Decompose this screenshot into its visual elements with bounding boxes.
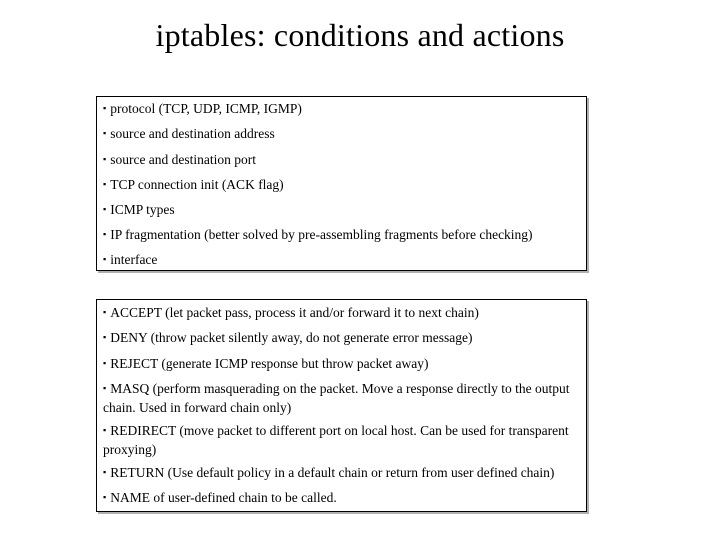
bullet-icon: ▪ [103, 128, 107, 138]
condition-item-interface: ▪ interface [103, 252, 158, 267]
condition-item-protocol: ▪ protocol (TCP, UDP, ICMP, IGMP) [103, 101, 302, 116]
bullet-icon: ▪ [103, 358, 107, 368]
action-item-redirect: ▪ REDIRECT (move packet to different port on local host. Can be used for transparent proxying) [103, 423, 569, 457]
action-item-accept: ▪ ACCEPT (let packet pass, process it and/or forward it to next chain) [103, 305, 479, 320]
action-item-return: ▪ RETURN (Use default policy in a default chain or return from user defined chain) [103, 465, 555, 480]
bullet-icon: ▪ [103, 307, 107, 317]
bullet-icon: ▪ [103, 467, 107, 477]
bullet-icon: ▪ [103, 229, 107, 239]
action-item-deny: ▪ DENY (throw packet silently away, do not generate error message) [103, 330, 473, 345]
condition-item-address: ▪ source and destination address [103, 126, 275, 141]
slide-title: iptables: conditions and actions [155, 17, 565, 53]
bullet-icon: ▪ [103, 425, 107, 435]
bullet-icon: ▪ [103, 154, 107, 164]
condition-item-tcp-init: ▪ TCP connection init (ACK flag) [103, 177, 284, 192]
bullet-icon: ▪ [103, 254, 107, 264]
condition-item-port: ▪ source and destination port [103, 152, 257, 167]
action-item-reject: ▪ REJECT (generate ICMP response but throw packet away) [103, 356, 429, 371]
action-item-name: ▪ NAME of user-defined chain to be called. [103, 490, 337, 505]
actions-box [96, 299, 587, 512]
bullet-icon: ▪ [103, 332, 107, 342]
condition-item-fragmentation: ▪ IP fragmentation (better solved by pre-assembling fragments before checking) [103, 227, 533, 242]
bullet-icon: ▪ [103, 383, 107, 393]
condition-item-icmp-types: ▪ ICMP types [103, 202, 175, 217]
conditions-box [96, 96, 587, 271]
bullet-icon: ▪ [103, 179, 107, 189]
bullet-icon: ▪ [103, 492, 107, 502]
bullet-icon: ▪ [103, 103, 107, 113]
bullet-icon: ▪ [103, 204, 107, 214]
action-item-masq: ▪ MASQ (perform masquerading on the packet. Move a response directly to the output chain. Used in forward chain only) [103, 381, 570, 415]
